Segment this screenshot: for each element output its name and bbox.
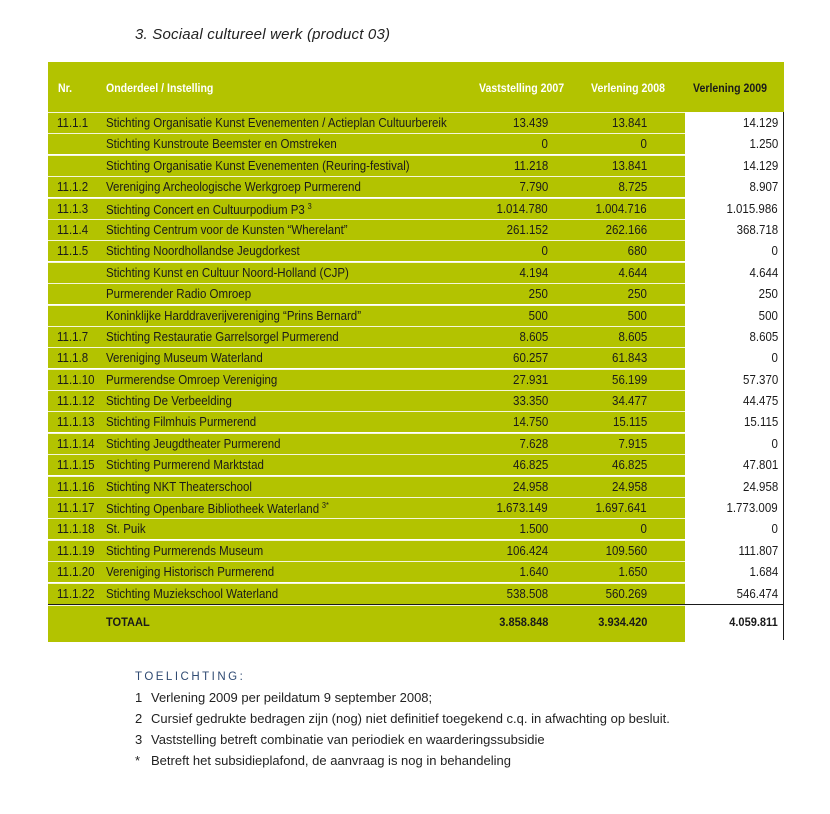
row-value-2009: 14.129: [742, 158, 778, 173]
table-body: [48, 112, 784, 604]
row-name-text: Stichting Centrum voor de Kunsten “Wherelant”: [106, 222, 348, 237]
row-value-2007: 0: [541, 137, 548, 152]
note-item: [135, 729, 670, 750]
row-value-2007: 106.424: [506, 543, 548, 558]
total-row: [48, 604, 784, 641]
row-value-2007: 13.439: [512, 116, 548, 130]
row-name: [106, 522, 146, 536]
row-value-2008: 4.644: [618, 265, 647, 280]
row-name: [106, 437, 281, 451]
row-name-text: Stichting Filmhuis Purmerend: [106, 415, 257, 430]
table-row: [48, 262, 784, 283]
row-name-text: Stichting Purmerend Marktstad: [106, 458, 264, 473]
row-name-text: Stichting Organisatie Kunst Evenementen (Reuring-festival): [106, 158, 410, 173]
note-text: Verlening 2009 per peildatum 9 september 2008;: [151, 690, 433, 705]
row-nr: 11.1.8: [57, 351, 89, 366]
row-value-2008: 560.269: [605, 586, 647, 601]
row-nr: 11.1.15: [57, 458, 95, 473]
row-nr: 11.1.1: [57, 116, 89, 130]
row-value-2009: 1.250: [749, 137, 778, 152]
row-name: [106, 244, 300, 258]
row-value-2007: 14.750: [512, 415, 548, 430]
row-value-2008: 34.477: [611, 394, 647, 409]
row-value-2009: 1.773.009: [726, 501, 778, 516]
row-value-2009: 111.807: [738, 543, 778, 558]
row-name-text: Vereniging Archeologische Werkgroep Purmerend: [106, 180, 361, 195]
row-value-2009: 4.644: [749, 265, 778, 280]
table-row: [48, 561, 784, 582]
row-name: [106, 180, 361, 194]
total-label: TOTAAL: [106, 614, 150, 629]
table-row: [48, 518, 784, 539]
row-name-text: Vereniging Historisch Purmerend: [106, 565, 275, 580]
row-value-2007: 1.500: [519, 522, 548, 537]
note-marker: 1: [135, 690, 143, 705]
row-nr: 11.1.17: [57, 501, 95, 516]
table-row: [48, 305, 784, 326]
table-row: [48, 198, 784, 219]
row-value-2008: 15.115: [612, 415, 647, 430]
row-nr: 11.1.10: [57, 372, 95, 387]
row-value-2009: 57.370: [742, 372, 778, 387]
total-2008: 3.934.420: [597, 614, 647, 629]
row-nr: 11.1.19: [57, 543, 95, 558]
row-value-2007: 250: [528, 287, 548, 302]
table-row: [48, 326, 784, 347]
table-row: [48, 476, 784, 497]
row-name-text: Purmerendse Omroep Vereniging: [106, 372, 278, 387]
row-name: [106, 330, 339, 344]
row-name-text: Stichting Concert en Cultuurpodium P3: [106, 202, 305, 217]
row-name-text: Stichting De Verbeelding: [106, 394, 232, 409]
row-name-text: Koninklijke Harddraverijvereniging “Prins Bernard”: [106, 308, 362, 323]
row-nr: 11.1.3: [57, 201, 89, 216]
note-text: Betreft het subsidieplafond, de aanvraag is nog in behandeling: [151, 753, 511, 768]
row-name: [106, 223, 348, 237]
table-row: [48, 411, 784, 432]
row-value-2008: 1.650: [618, 565, 647, 580]
row-value-2008: 680: [627, 244, 647, 259]
column-header-nr: Nr.: [58, 81, 73, 95]
row-value-2007: 60.257: [512, 351, 548, 366]
row-value-2008: 0: [640, 522, 647, 537]
row-name-text: Purmerender Radio Omroep: [106, 287, 252, 302]
row-name: [106, 137, 337, 151]
row-value-2008: 24.958: [611, 479, 647, 494]
row-value-2007: 8.605: [519, 329, 548, 344]
table-row: [48, 219, 784, 240]
table-row: [48, 540, 784, 561]
row-name-text: Stichting Organisatie Kunst Evenementen / Actieplan Cultuurbereik: [106, 116, 447, 130]
row-name: [106, 266, 349, 280]
row-name-text: Stichting Muziekschool Waterland: [106, 586, 279, 601]
row-value-2009: 47.801: [742, 458, 778, 473]
row-nr: 11.1.12: [57, 394, 95, 409]
row-value-2009: 0: [771, 436, 778, 451]
notes-title: TOELICHTING:: [135, 671, 246, 683]
row-value-2008: 109.560: [605, 543, 647, 558]
row-value-2007: 0: [541, 244, 548, 259]
row-value-2009: 8.907: [749, 180, 778, 195]
row-value-2008: 500: [627, 308, 647, 323]
row-value-2007: 7.628: [519, 436, 548, 451]
row-name-text: Vereniging Museum Waterland: [106, 351, 263, 366]
column-header-name: Onderdeel / Instelling: [106, 81, 214, 95]
row-name-text: Stichting Noordhollandse Jeugdorkest: [106, 244, 300, 259]
row-value-2007: 11.218: [513, 158, 548, 173]
row-value-2007: 1.014.780: [496, 201, 548, 216]
row-value-2009: 250: [758, 287, 778, 302]
column-header-2007: Vaststelling 2007: [479, 81, 565, 95]
row-value-2009: 0: [771, 351, 778, 366]
table-row: [48, 112, 784, 133]
row-value-2008: 1.004.716: [595, 201, 647, 216]
footnote-marker: 3*: [321, 501, 329, 511]
row-name: [106, 351, 263, 365]
note-text: Cursief gedrukte bedragen zijn (nog) niet definitief toegekend c.q. in afwachting op besluit.: [151, 711, 670, 726]
table-row: [48, 176, 784, 197]
row-value-2007: 7.790: [519, 180, 548, 195]
table-row: [48, 133, 784, 154]
row-value-2008: 46.825: [611, 458, 647, 473]
row-name: [106, 458, 264, 472]
row-name-text: Stichting Openbare Bibliotheek Waterland: [106, 502, 320, 517]
row-value-2009: 15.115: [743, 415, 778, 430]
row-nr: 11.1.13: [57, 415, 95, 430]
footnote-marker: 3: [307, 201, 312, 211]
row-value-2009: 1.684: [749, 565, 778, 580]
row-nr: 11.1.18: [57, 522, 95, 537]
row-name: [106, 501, 329, 516]
row-nr: 11.1.5: [57, 244, 89, 259]
row-name: [106, 202, 312, 217]
row-name-text: St. Puik: [106, 522, 146, 537]
row-name-text: Stichting Purmerends Museum: [106, 543, 264, 558]
table-row: [48, 347, 784, 368]
row-value-2008: 262.166: [605, 222, 647, 237]
row-value-2007: 27.931: [512, 372, 548, 387]
subsidy-table: [48, 62, 784, 641]
row-name-text: Stichting Kunstroute Beemster en Omstreken: [106, 137, 337, 152]
row-nr: 11.1.20: [57, 565, 95, 580]
row-value-2009: 14.129: [742, 116, 778, 130]
row-nr: 11.1.14: [57, 436, 95, 451]
note-text: Vaststelling betreft combinatie van periodiek en waarderingssubsidie: [151, 732, 545, 747]
row-nr: 11.1.4: [57, 222, 89, 237]
notes-list: [135, 687, 670, 771]
row-value-2008: 13.841: [611, 158, 647, 173]
row-value-2007: 1.640: [519, 565, 548, 580]
notes-section: [135, 671, 670, 771]
row-value-2007: 261.152: [506, 222, 548, 237]
table-header: [48, 62, 784, 112]
row-value-2007: 24.958: [512, 479, 548, 494]
row-value-2007: 4.194: [519, 265, 548, 280]
row-value-2007: 538.508: [506, 586, 548, 601]
note-item: [135, 750, 670, 771]
row-value-2007: 33.350: [512, 394, 548, 409]
row-nr: 11.1.7: [57, 329, 89, 344]
row-value-2008: 13.841: [611, 116, 647, 130]
row-name: [106, 544, 263, 558]
row-name: [106, 587, 278, 601]
table-row: [48, 433, 784, 454]
row-name-text: Stichting NKT Theaterschool: [106, 479, 252, 494]
table-row: [48, 583, 784, 604]
row-nr: 11.1.22: [57, 586, 95, 601]
row-nr: 11.1.16: [57, 479, 95, 494]
table-row: [48, 155, 784, 176]
table-row: [48, 369, 784, 390]
row-name: [106, 116, 447, 130]
total-2009: 4.059.811: [729, 614, 778, 629]
row-name: [106, 480, 252, 494]
row-value-2009: 0: [771, 522, 778, 537]
row-value-2008: 8.725: [618, 180, 647, 195]
row-value-2009: 500: [758, 308, 778, 323]
row-name: [106, 159, 410, 173]
table-row: [48, 497, 784, 518]
row-value-2008: 0: [640, 137, 647, 152]
row-name: [106, 415, 256, 429]
row-value-2008: 8.605: [618, 329, 647, 344]
note-item: [135, 687, 670, 708]
row-name: [106, 309, 361, 323]
row-value-2009: 0: [771, 244, 778, 259]
row-value-2007: 500: [528, 308, 548, 323]
row-nr: 11.1.2: [57, 180, 89, 195]
table-row: [48, 390, 784, 411]
section-title: 3. Sociaal cultureel werk (product 03): [135, 26, 391, 43]
row-value-2009: 1.015.986: [726, 201, 778, 216]
total-2007: 3.858.848: [498, 614, 548, 629]
row-value-2009: 24.958: [742, 479, 778, 494]
column-header-2009: Verlening 2009: [693, 81, 767, 95]
note-marker: 3: [135, 732, 143, 747]
row-value-2007: 1.673.149: [496, 501, 548, 516]
column-header-2008: Verlening 2008: [591, 81, 665, 95]
table-row: [48, 283, 784, 304]
row-value-2007: 46.825: [512, 458, 548, 473]
row-value-2009: 44.475: [742, 394, 778, 409]
row-name: [106, 394, 232, 408]
row-name-text: Stichting Kunst en Cultuur Noord-Holland (CJP): [106, 265, 349, 280]
row-name-text: Stichting Jeugdtheater Purmerend: [106, 436, 281, 451]
row-name: [106, 287, 251, 301]
table-row: [48, 240, 784, 261]
note-marker: *: [135, 753, 141, 768]
row-name: [106, 373, 277, 387]
row-value-2008: 61.843: [611, 351, 647, 366]
note-marker: 2: [135, 711, 143, 726]
row-value-2008: 250: [627, 287, 647, 302]
row-value-2009: 546.474: [736, 586, 778, 601]
row-value-2008: 56.199: [611, 372, 647, 387]
row-value-2009: 8.605: [749, 329, 778, 344]
row-value-2008: 1.697.641: [595, 501, 647, 516]
column-divider-right: [783, 112, 784, 640]
table-row: [48, 454, 784, 475]
row-name: [106, 565, 274, 579]
row-value-2008: 7.915: [618, 436, 647, 451]
row-value-2009: 368.718: [736, 222, 778, 237]
note-item: [135, 708, 670, 729]
row-name-text: Stichting Restauratie Garrelsorgel Purmerend: [106, 329, 339, 344]
